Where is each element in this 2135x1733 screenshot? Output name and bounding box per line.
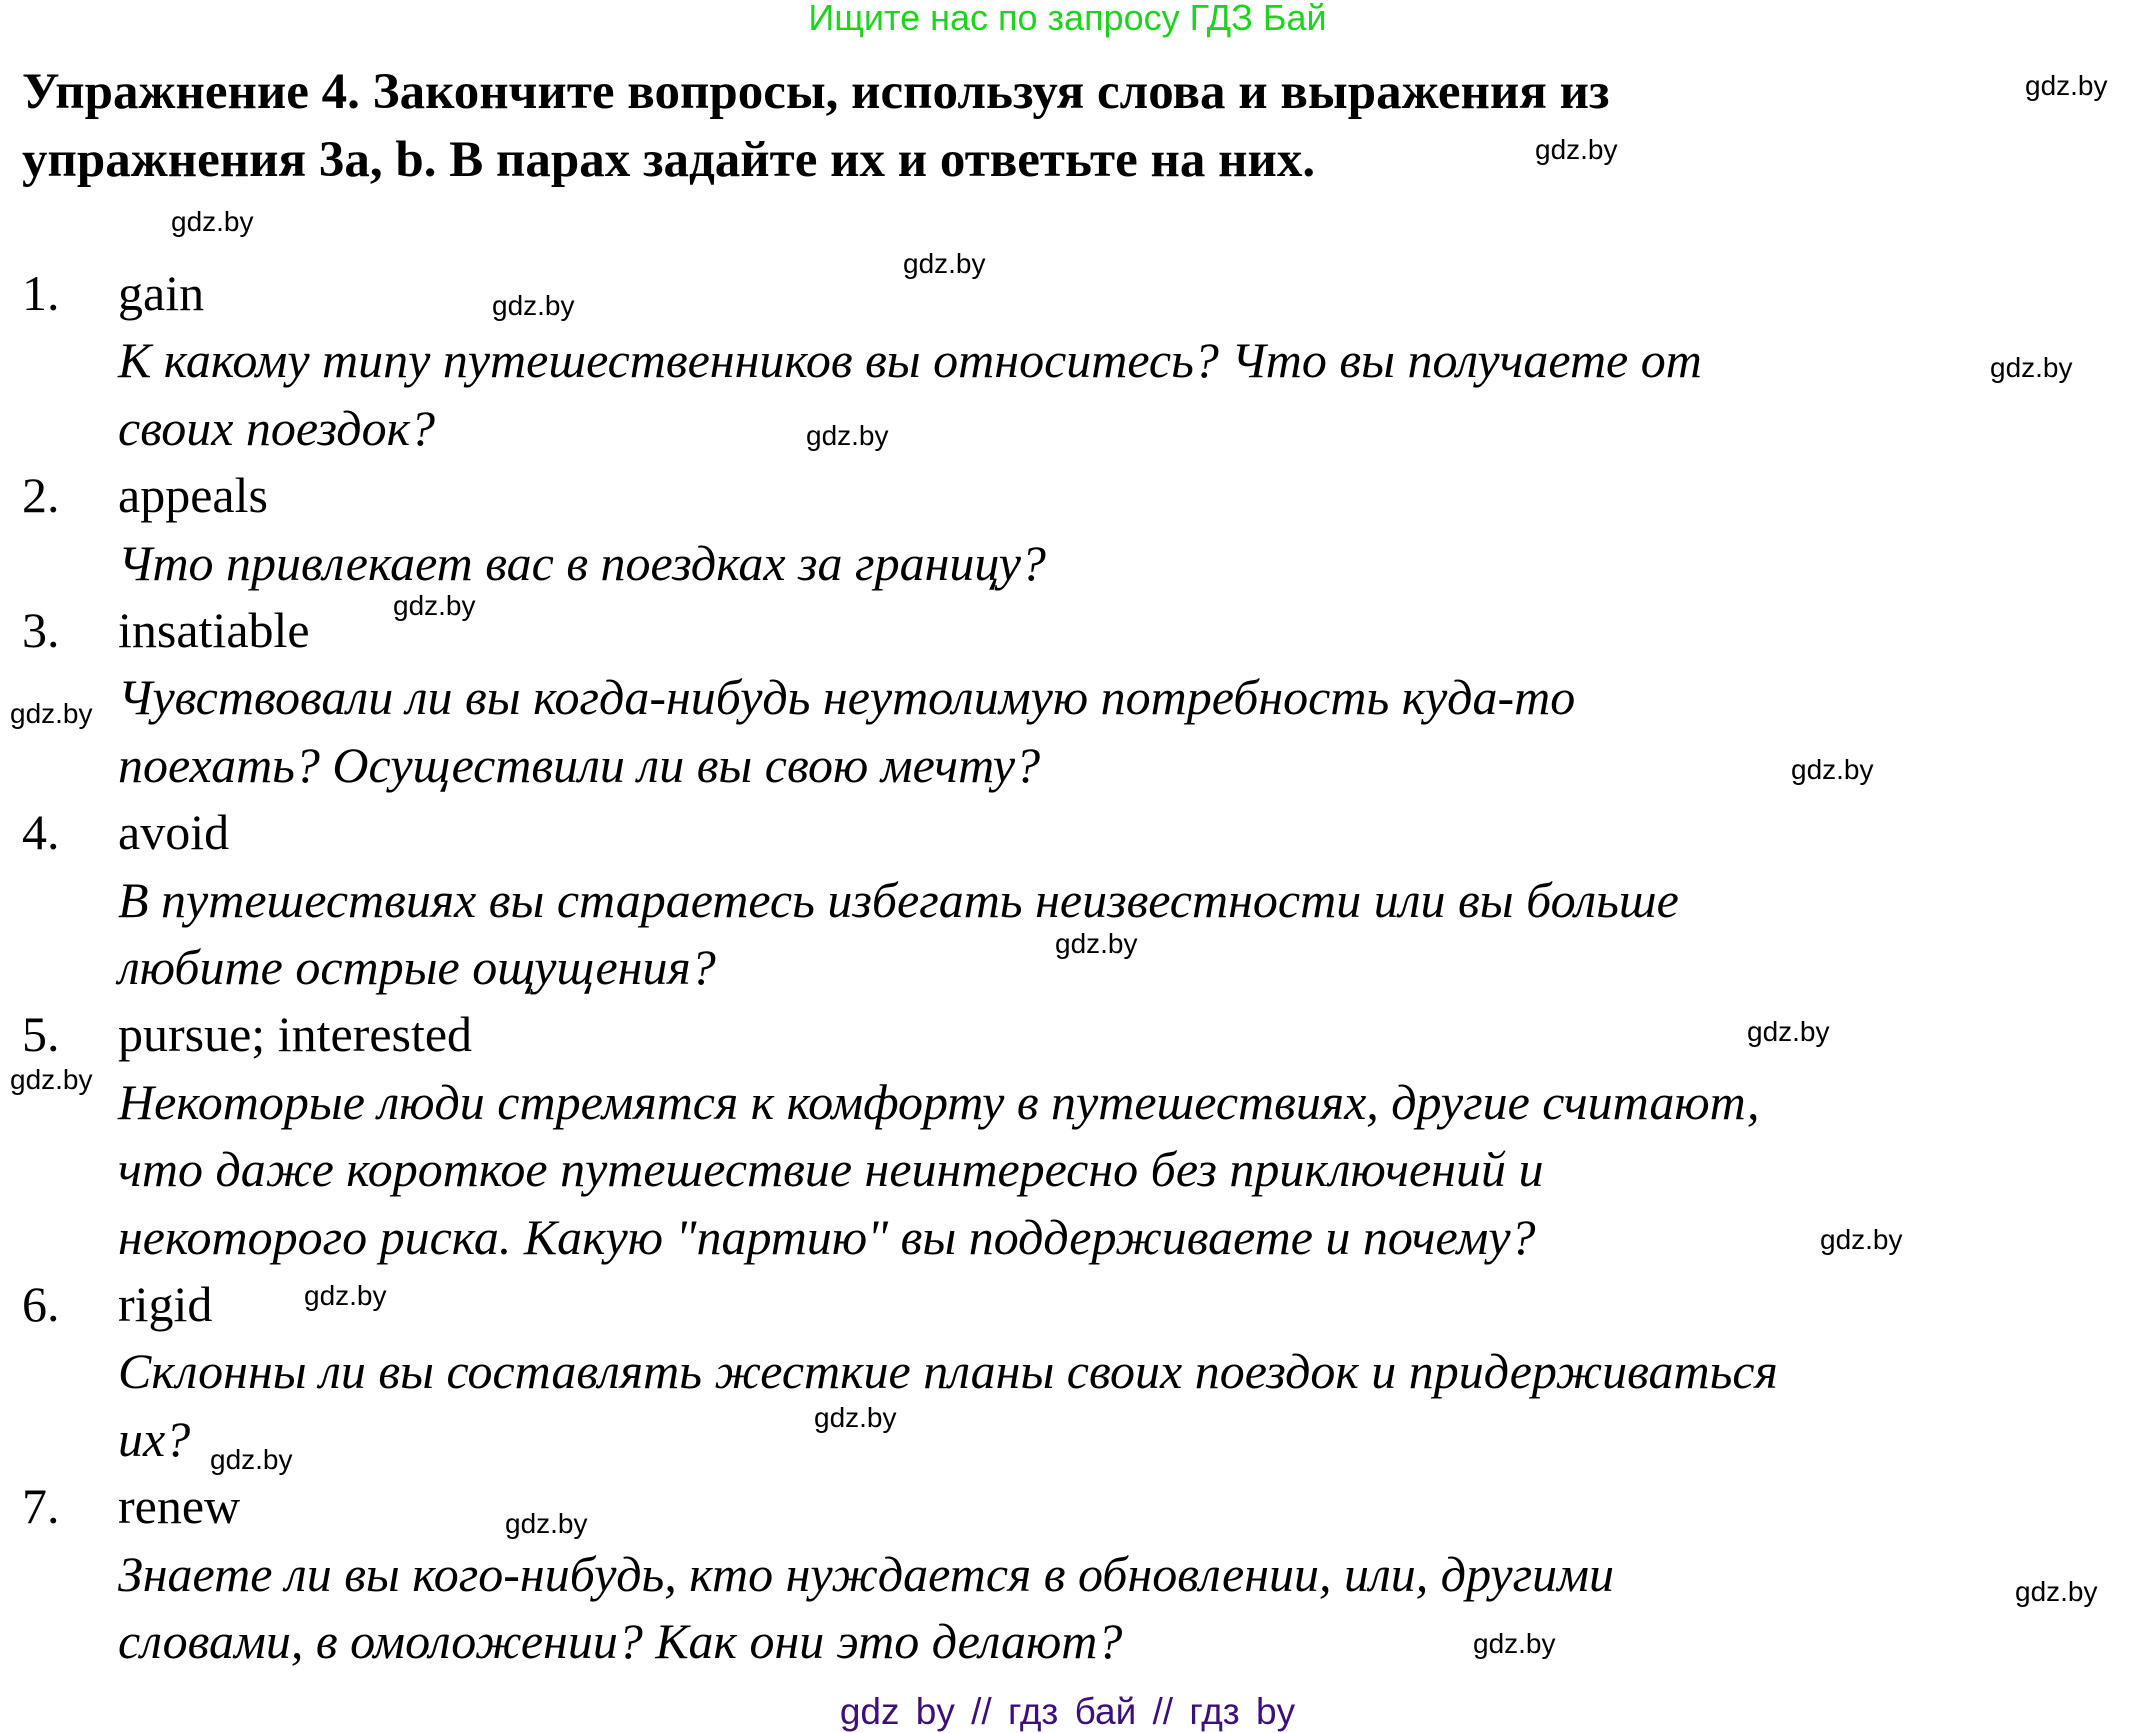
item-question-line: своих поездок? [118,399,435,456]
item-question-line: некоторого риска. Какую "партию" вы поддерживаете и почему? [118,1208,1536,1265]
exercise-title-line-2: упражнения 3a, b. В парах задайте их и ответьте на них. [22,132,1316,188]
watermark: gdz.by [1820,1224,1903,1255]
search-banner: Ищите нас по запросу ГДЗ Бай [808,0,1327,38]
item-question-line: В путешествиях вы стараетесь избегать неизвестности или вы больше [118,871,1679,928]
item-word: appeals [118,467,268,524]
item-question-line: Что привлекает вас в поездках за границу? [118,534,1046,591]
item-word: avoid [118,804,230,861]
item-number: 6. [22,1276,60,1332]
item-question-line: их? [118,1410,191,1467]
watermark: gdz.by [171,206,254,237]
item-word: insatiable [118,602,310,658]
item-question-line: Знаете ли вы кого-нибудь, кто нуждается в обновлении, или, другими [118,1545,1615,1602]
watermark: gdz.by [2015,1576,2098,1607]
watermark: gdz.by [1473,1628,1556,1659]
item-question-line: Чувствовали ли вы когда-нибудь неутолимую потребность куда-то [118,669,1576,726]
item-question-line: словами, в омоложении? Как они это делают? [118,1613,1123,1669]
item-word: pursue; interested [118,1006,473,1063]
item-question-line: любите острые ощущения? [118,939,716,995]
watermark: gdz.by [1791,754,1874,785]
watermark: gdz.by [2025,70,2108,101]
watermark: gdz.by [210,1444,293,1475]
watermark: gdz.by [393,590,476,621]
item-number: 3. [22,602,60,658]
item-number: 2. [22,467,60,524]
item-number: 7. [22,1478,60,1535]
item-question-line: Некоторые люди стремятся к комфорту в путешествиях, другие считают, [118,1073,1760,1130]
watermark: gdz.by [903,248,986,279]
item-number: 5. [22,1006,60,1063]
footer-links: gdz by // гдз бай // гдз by [839,1691,1296,1732]
watermark: gdz.by [492,290,575,321]
watermark: gdz.by [1535,134,1618,165]
watermark: gdz.by [806,420,889,451]
item-number: 4. [22,804,60,861]
watermark: gdz.by [505,1508,588,1539]
item-word: rigid [118,1276,213,1332]
item-question-line: поехать? Осуществили ли вы свою мечту? [118,736,1041,793]
watermark: gdz.by [304,1280,387,1311]
exercise-title-line-1: Упражнение 4. Закончите вопросы, используя слова и выражения из [22,64,1610,120]
item-word: gain [118,265,205,321]
item-word: renew [118,1478,241,1535]
watermark: gdz.by [814,1402,897,1433]
watermark: gdz.by [1055,928,1138,959]
item-question-line: что даже короткое путешествие неинтересно без приключений и [118,1141,1544,1198]
item-question-line: Склонны ли вы составлять жесткие планы своих поездок и придерживаться [118,1343,1778,1400]
item-number: 1. [22,265,60,321]
watermark: gdz.by [1747,1016,1830,1047]
watermark: gdz.by [10,698,93,729]
watermark: gdz.by [1990,352,2073,383]
item-question-line: К какому типу путешественников вы относитесь? Что вы получаете от [118,332,1702,389]
watermark: gdz.by [10,1064,93,1095]
